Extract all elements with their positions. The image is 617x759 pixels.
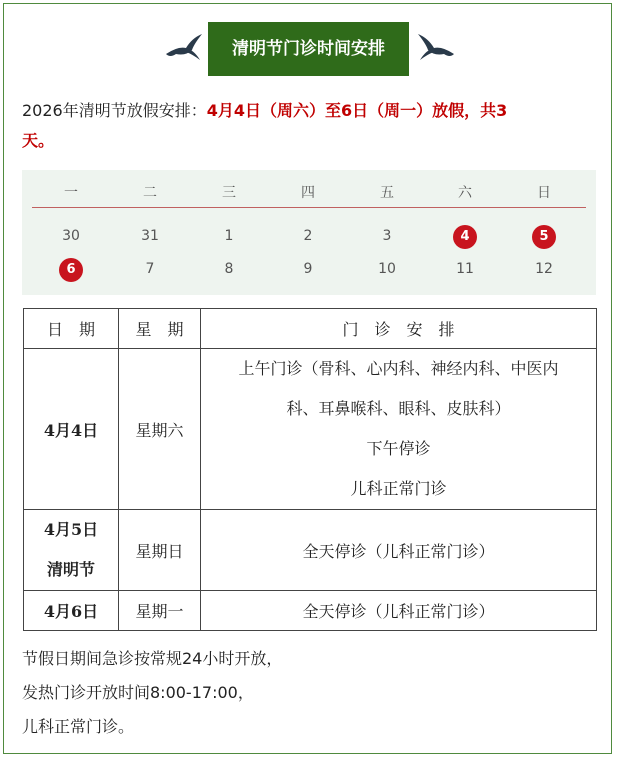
header-date: 日 期 [24,309,119,349]
row-weekday: 星期日 [119,510,201,591]
intro-highlight: 4月4日（周六）至6日（周一）放假，共3 [206,101,508,120]
calendar-date [445,256,485,282]
arrangement-line: 科、耳鼻喉科、眼科、皮肤科） [286,399,511,418]
calendar-week-row [22,256,596,282]
calendar-date [130,256,170,282]
calendar-weekday: 一 [64,185,78,201]
header [0,22,617,76]
row-date: 4月4日 [24,349,119,510]
calendar-date-label: 2 [303,228,313,244]
calendar-date-label: 4 [453,225,477,249]
swallow-icon [416,32,456,62]
calendar-weekday: 日 [537,185,551,201]
calendar-date-holiday [445,223,485,249]
calendar-date [524,256,564,282]
calendar-date [288,256,328,282]
header-weekday: 星 期 [119,309,201,349]
swallow-icon [164,32,204,62]
intro-highlight-end: 天。 [22,131,55,150]
arrangement-line: 上午门诊（骨科、心内科、神经内科、中医内 [238,359,559,378]
calendar-date-label: 5 [532,225,556,249]
row-arrangement: 全天停诊（儿科正常门诊） [201,591,597,631]
calendar-weekday: 四 [301,185,315,201]
holiday-intro [22,96,600,156]
row-date: 4月6日 [24,591,119,631]
footer-line: 节假日期间急诊按常规24小时开放， [22,649,283,668]
calendar-date-label: 6 [59,258,83,282]
intro-prefix: 2026年清明节放假安排： [22,101,207,120]
row-weekday: 星期一 [119,591,201,631]
calendar-week-row [22,223,596,249]
calendar-weekday: 二 [143,185,157,201]
calendar-weekday: 五 [380,185,394,201]
arrangement-line: 儿科正常门诊 [350,479,447,498]
table-row [24,510,597,591]
table-row [24,349,597,510]
row-date [24,510,119,591]
page-title: 清明节门诊时间安排 [208,22,409,76]
calendar-date [209,256,249,282]
calendar-weekday: 六 [458,185,472,201]
calendar-date-holiday [524,223,564,249]
row-weekday: 星期六 [119,349,201,510]
calendar-date-label: 10 [378,261,396,277]
calendar-date-label: 7 [145,261,155,277]
footer-line: 发热门诊开放时间8:00-17:00， [22,683,254,702]
arrangement-line: 下午停诊 [366,439,431,458]
row-date-sub: 清明节 [46,560,95,579]
calendar-date-label: 31 [141,228,159,244]
footer-line: 儿科正常门诊。 [22,717,135,736]
calendar-date-label: 3 [382,228,392,244]
calendar-date-holiday [51,256,91,282]
row-arrangement: 全天停诊（儿科正常门诊） [201,510,597,591]
calendar-divider [32,207,586,208]
schedule-table [23,308,597,631]
calendar-date-label: 9 [303,261,313,277]
row-arrangement [201,349,597,510]
calendar [22,170,596,295]
calendar-date-label: 12 [535,261,553,277]
table-row [24,591,597,631]
calendar-date [209,223,249,249]
calendar-date [288,223,328,249]
calendar-date [367,223,407,249]
footer-notes [22,642,282,744]
calendar-weekday: 三 [222,185,236,201]
calendar-weekday-row [22,183,596,203]
calendar-date [367,256,407,282]
calendar-date [130,223,170,249]
calendar-date [51,223,91,249]
calendar-date-label: 1 [224,228,234,244]
calendar-date-label: 30 [62,228,80,244]
table-header-row [24,309,597,349]
header-arrangement: 门 诊 安 排 [201,309,597,349]
row-date-main: 4月5日 [43,520,99,539]
calendar-date-label: 8 [224,261,234,277]
calendar-date-label: 11 [456,261,474,277]
